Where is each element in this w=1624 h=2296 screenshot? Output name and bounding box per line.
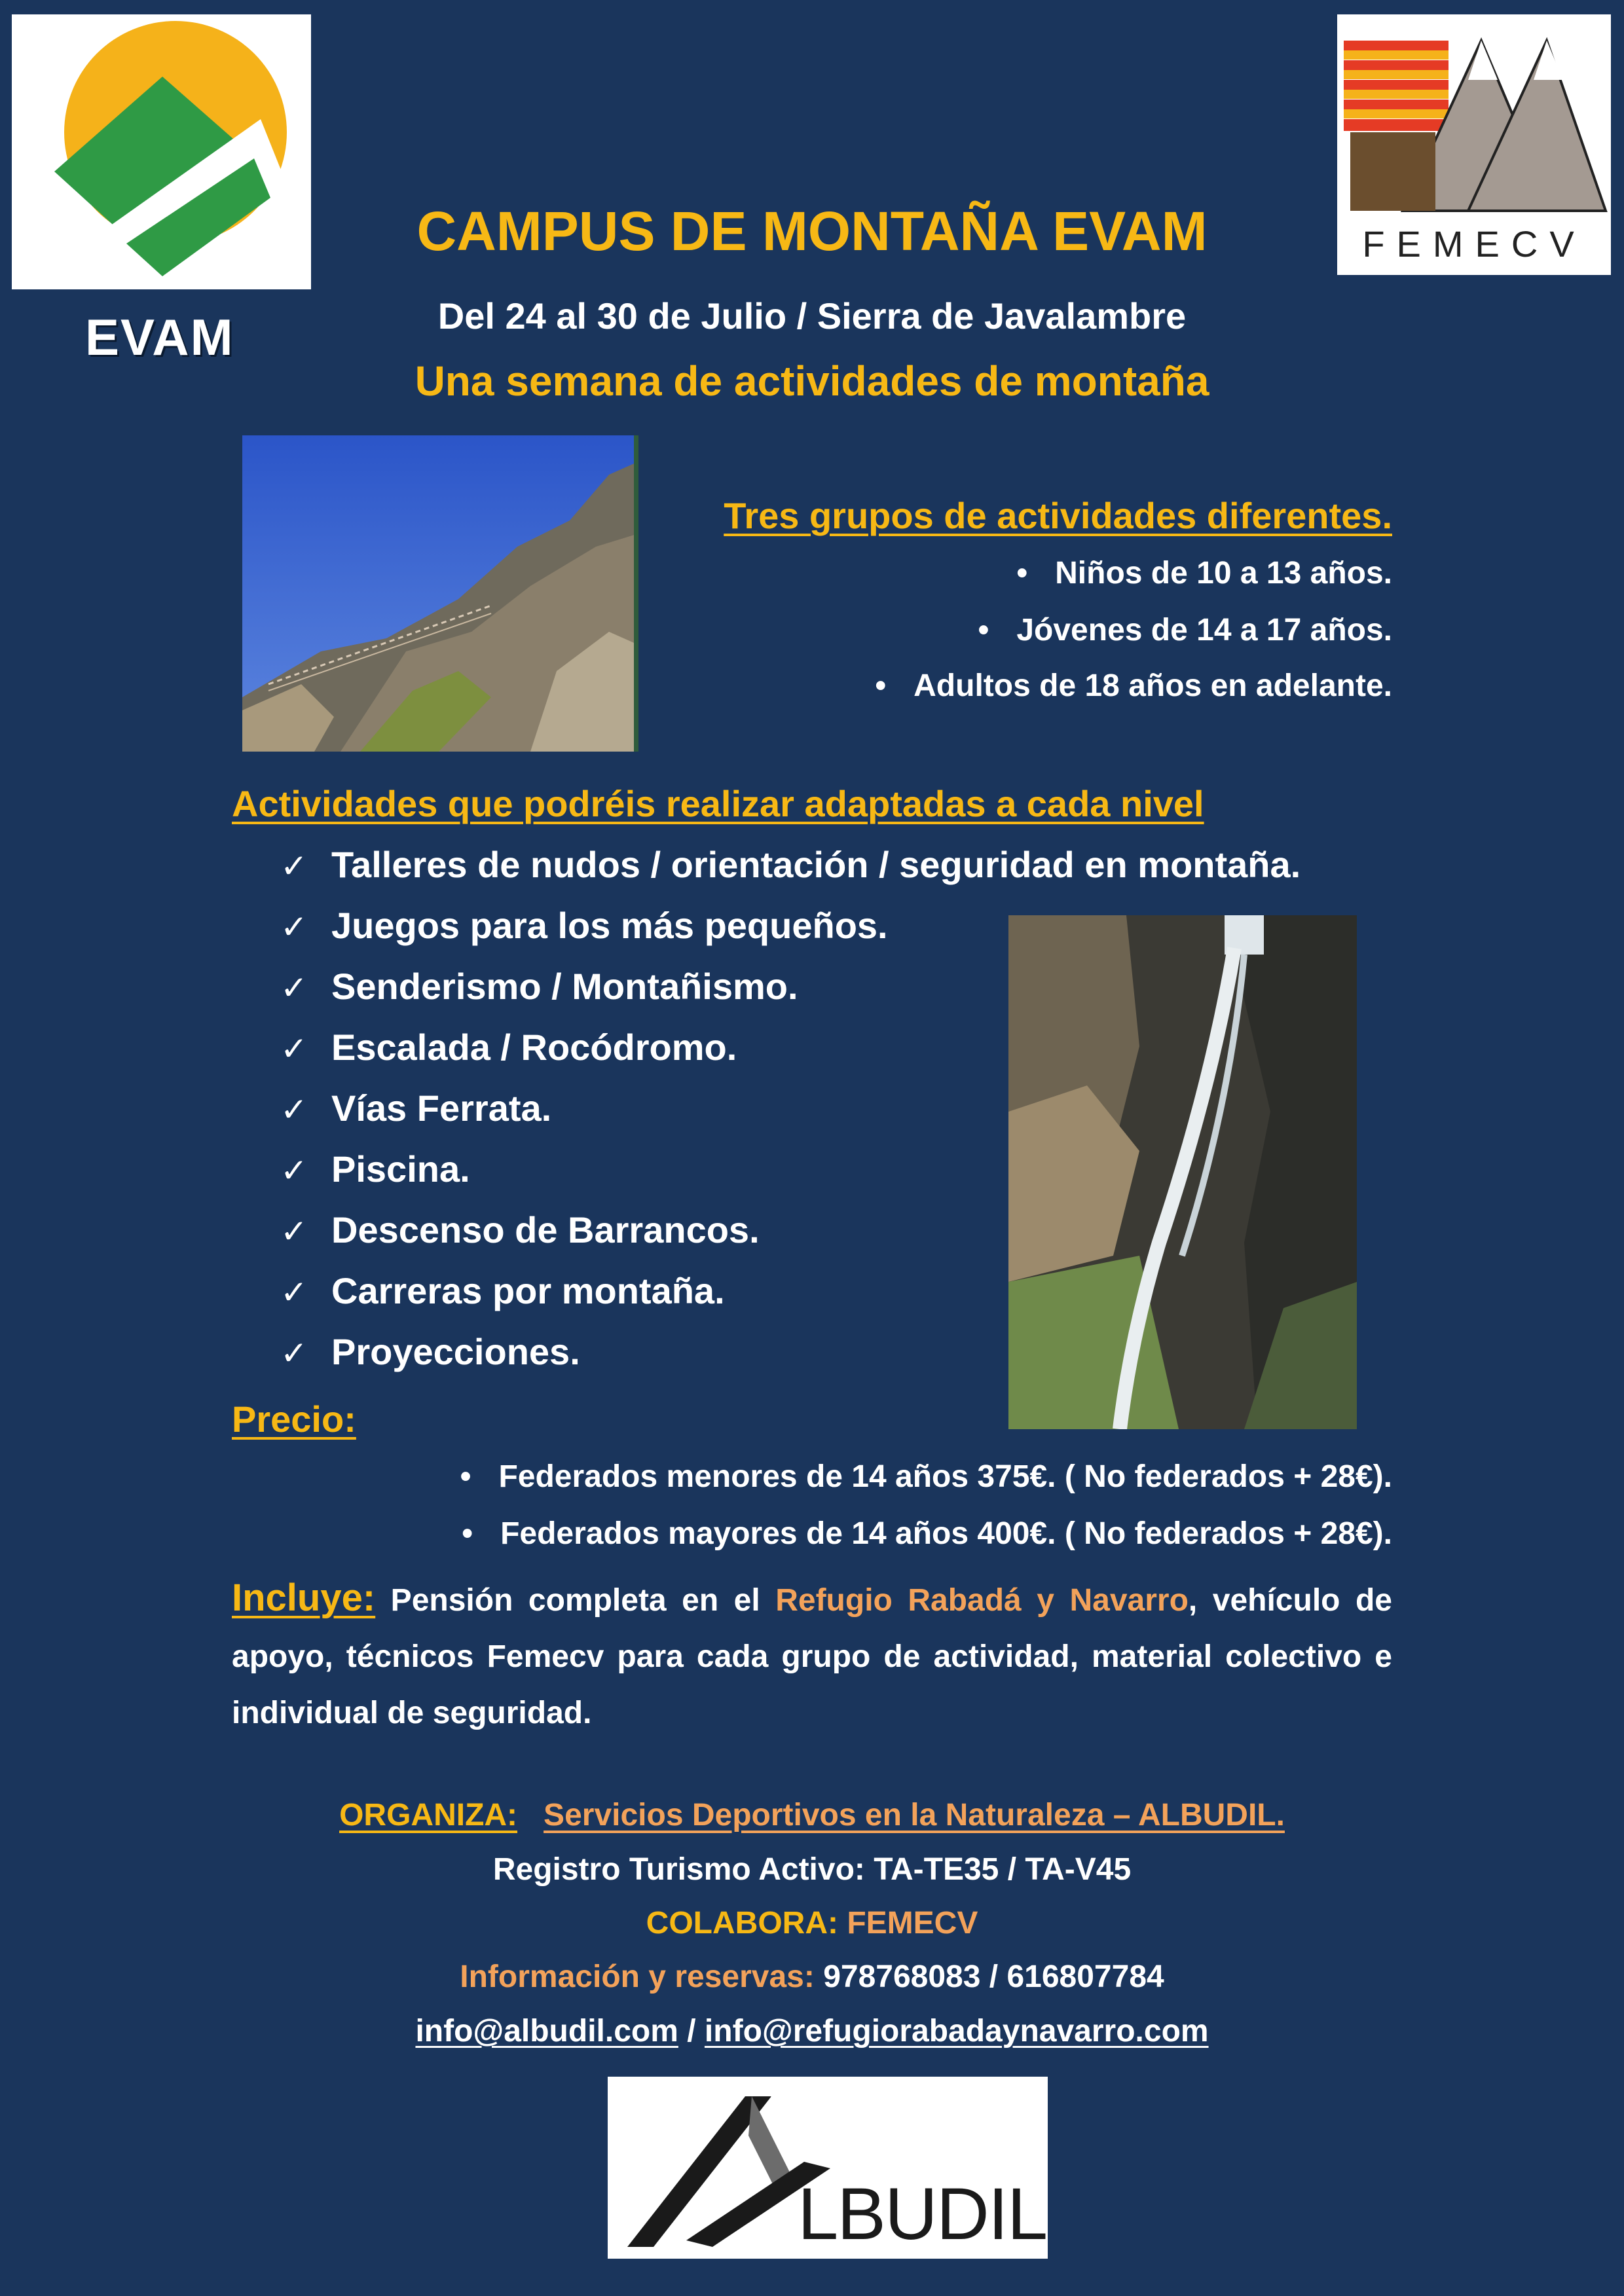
group-item-adults: • Adultos de 18 años en adelante. — [875, 668, 1392, 704]
check-icon: ✓ — [280, 1273, 308, 1311]
tourism-registry: Registro Turismo Activo: TA-TE35 / TA-V45 — [492, 1852, 1132, 1887]
price-item-under-14: • Federados menores de 14 años 375€. ( No federados + 28€). — [460, 1459, 1392, 1495]
evam-logo-text: EVAM — [85, 308, 234, 366]
check-icon: ✓ — [280, 847, 308, 885]
check-icon: ✓ — [280, 1091, 308, 1129]
dates-location: Del 24 al 30 de Julio / Sierra de Javalambre — [437, 295, 1187, 337]
activity-item: ✓ Senderismo / Montañismo. — [280, 966, 798, 1007]
email-link-albudil[interactable]: info@albudil.com — [415, 2014, 678, 2049]
activity-item: ✓ Vías Ferrata. — [280, 1087, 552, 1129]
activity-item: ✓ Carreras por montaña. — [280, 1270, 725, 1311]
check-icon: ✓ — [280, 1212, 308, 1250]
organizer-value: Servicios Deportivos en la Naturaleza – ALBUDIL. — [544, 1798, 1285, 1832]
activities-heading: Actividades que podréis realizar adaptadas a cada nivel — [232, 783, 1204, 824]
femecv-logo-text: FEMECV — [1362, 223, 1586, 264]
includes-label: Incluye: — [232, 1576, 376, 1619]
activity-item: ✓ Juegos para los más pequeños. — [280, 905, 888, 946]
price-item-over-14: • Federados mayores de 14 años 400€. ( No federados + 28€). — [462, 1516, 1392, 1552]
activity-item: ✓ Descenso de Barrancos. — [280, 1209, 760, 1250]
subtitle: Una semana de actividades de montaña — [415, 357, 1209, 405]
albudil-logo — [608, 2077, 1048, 2259]
organizer-label: ORGANIZA: — [339, 1798, 518, 1832]
check-icon: ✓ — [280, 1030, 308, 1068]
collaborator-label: COLABORA: — [646, 1906, 838, 1941]
check-icon: ✓ — [280, 969, 308, 1007]
waterfall-photo — [1008, 915, 1357, 1429]
check-icon: ✓ — [280, 1334, 308, 1372]
group-item-children: • Niños de 10 a 13 años. — [1016, 555, 1392, 591]
collaborator-value: FEMECV — [847, 1906, 978, 1941]
price-heading: Precio: — [232, 1398, 356, 1440]
includes-paragraph — [232, 1570, 1392, 1741]
activity-item: ✓ Escalada / Rocódromo. — [280, 1027, 737, 1068]
email-separator: / — [678, 2014, 705, 2049]
page-title: CAMPUS DE MONTAÑA EVAM — [416, 200, 1208, 262]
via-ferrata-photo — [242, 435, 638, 752]
refugio-name: Refugio Rabadá y Navarro — [775, 1583, 1189, 1618]
email-line — [0, 2013, 1624, 2049]
activity-item: ✓ Piscina. — [280, 1148, 470, 1190]
organizer-line — [0, 1797, 1624, 1833]
check-icon: ✓ — [280, 908, 308, 946]
activity-item: ✓ Proyecciones. — [280, 1331, 580, 1372]
includes-text: , vehículo de apoyo, técnicos Femecv para cada grupo de actividad, material colectivo e individual de seguridad. — [232, 1583, 1392, 1730]
activity-item: ✓ Talleres de nudos / orientación / seguridad en montaña. — [280, 844, 1301, 885]
check-icon: ✓ — [280, 1152, 308, 1190]
groups-heading: Tres grupos de actividades diferentes. — [724, 495, 1392, 536]
includes-text: Pensión completa en el — [375, 1583, 776, 1618]
group-item-youth: • Jóvenes de 14 a 17 años. — [978, 612, 1392, 648]
email-link-refugio[interactable]: info@refugiorabadaynavarro.com — [704, 2014, 1209, 2049]
booking-info-line — [0, 1959, 1624, 1995]
phone-numbers: 978768083 / 616807784 — [823, 1959, 1164, 1994]
collaborator-line — [0, 1905, 1624, 1941]
albudil-logo-text: LBUDIL — [798, 2173, 1047, 2255]
booking-info-label: Información y reservas: — [460, 1959, 815, 1994]
